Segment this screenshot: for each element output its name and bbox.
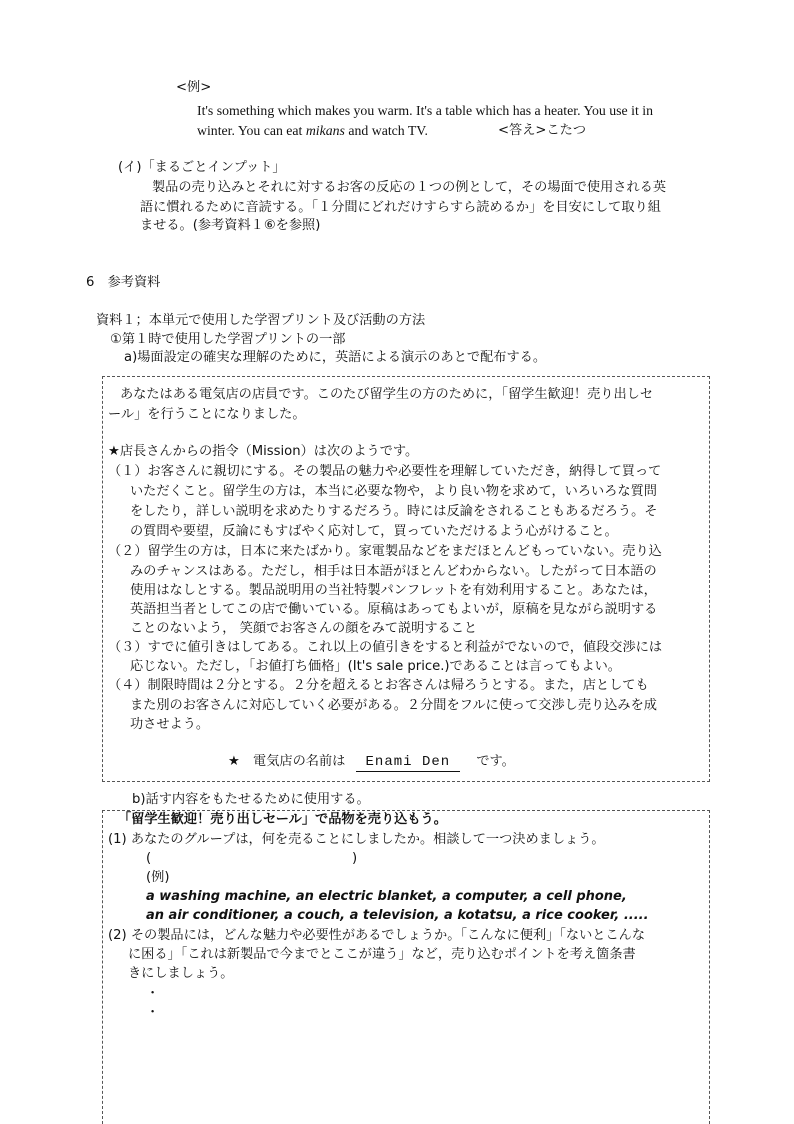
mission-3-line-1: （３）すでに値引きはしてある。これ以上の値引きをすると利益がでないので，値段交渉には <box>108 640 663 655</box>
worksheet-title: 「留学生歓迎！売り出しセール」で品物を売り込もう。 <box>118 812 447 827</box>
mission-2-line-4: 英語担当者としてこの店で働いている。原稿はあってもよいが，原稿を見ながら説明する <box>130 602 658 617</box>
mission-1-line-1: （１）お客さんに親切にする。その製品の魅力や必要性を理解していただき，納得して買って <box>108 464 662 479</box>
section-i-line-1: 製品の売り込みとそれに対するお客の反応の１つの例として，その場面で使用される英 <box>152 180 667 195</box>
shop-suffix: です。 <box>476 754 515 769</box>
answer-blank-close: ) <box>352 851 358 866</box>
example-products-line-1: a washing machine, an electric blanket, a computer, a cell phone, <box>146 889 627 904</box>
mission-4-line-1: （４）制限時間は２分とする。２分を超えるとお客さんは帰ろうとする。また，店としても <box>108 678 649 693</box>
question-1: (1) あなたのグループは，何を売ることにしましたか。相談して一つ決めましょう。 <box>108 832 605 847</box>
shop-name-line <box>228 752 515 772</box>
mission-4-line-3: 功させよう。 <box>130 717 210 732</box>
mission-1-line-2: いただくこと。留学生の方は，本当に必要な物や，より良い物を求めて，いろいろな質問 <box>130 484 657 499</box>
section-i-line-3: ませる。(参考資料１⑥を参照) <box>140 218 321 233</box>
example-products-a: an air conditioner, a couch, a television, a <box>146 908 458 923</box>
bullet-1: ・ <box>146 986 160 1001</box>
question-2-line-2: に困る」「これは新製品で今までとここが違う」など，売り込むポイントを考え箇条書 <box>128 947 636 962</box>
sub-1-heading: ①第１時で使用した学習プリントの一部 <box>110 332 346 347</box>
example-line-2 <box>197 121 428 141</box>
question-2-line-3: きにしましょう。 <box>128 966 234 981</box>
example-line-1: It's something which makes you warm. It's a table which has a heater. You use it in <box>197 103 653 118</box>
box1-intro-2: ール」を行うことになりました。 <box>108 407 306 422</box>
example-products-kotatsu: kotatsu <box>457 908 513 923</box>
example-line-2-b: and watch TV. <box>344 123 428 138</box>
box1-intro-1: あなたはある電気店の店員です。このたび留学生の方のために，「留学生歓迎！売り出しセ <box>120 387 654 402</box>
example-line-2-a: winter. You can eat <box>197 123 306 138</box>
example-answer: <答え>こたつ <box>498 123 587 138</box>
sub-1a-heading: a)場面設定の確実な理解のために，英語による演示のあとで配布する。 <box>124 350 547 365</box>
section-6-heading: 6 参考資料 <box>86 275 161 290</box>
example-mikans: mikans <box>305 123 345 138</box>
shiryo-1-heading: 資料１；本単元で使用した学習プリント及び活動の方法 <box>96 313 426 328</box>
bullet-2: ・ <box>146 1005 160 1020</box>
example-products-b: , a rice cooker, ..... <box>512 908 649 923</box>
shop-prefix: ★ 電気店の名前は <box>228 754 346 769</box>
sub-1b-heading: b)話す内容をもたせるために使用する。 <box>132 792 370 807</box>
example-products-line-2 <box>146 906 649 926</box>
mission-2-line-5: ことのないよう， 笑顔でお客さんの顔をみて説明すること <box>130 621 478 636</box>
mission-3-line-2: 応じない。ただし，「お値打ち価格」(It's sale price.)であることは言ってもよい。 <box>130 659 621 674</box>
mission-1-line-3: をしたり，詳しい説明を求めたりするだろう。時には反論をされることもあるだろう。そ <box>130 504 658 519</box>
mission-2-line-2: みのチャンスはある。ただし，相手は日本語がほとんどわからない。したがって日本語の <box>130 564 657 579</box>
mission-heading: ★店長さんからの指令（Mission）は次のようです。 <box>108 444 419 459</box>
mission-2-line-3: 使用はなしとする。製品説明用の当社特製パンフレットを有効利用すること。あなたは， <box>130 583 657 598</box>
mission-1-line-4: の質問や要望，反論にもすばやく応対して，買っていただけるよう心がけること。 <box>130 524 618 539</box>
mission-2-line-1: （２）留学生の方は，日本に来たばかり。家電製品などをまだほとんどもっていない。売り込 <box>108 544 662 559</box>
shop-name: Enami Den <box>356 754 461 772</box>
answer-blank-open: ( <box>146 851 152 866</box>
question-2-line-1: (2) その製品には，どんな魅力や必要性があるでしょうか。「こんなに便利」「ないとこんな <box>108 928 646 943</box>
example-heading: <例> <box>176 80 212 95</box>
section-i-heading: (イ)「まるごとインプット」 <box>118 160 286 175</box>
section-i-line-2: 語に慣れるために音読する。「１分間にどれだけすらすら読めるか」を目安にして取り組 <box>140 200 661 215</box>
example-label: (例) <box>146 870 170 885</box>
mission-4-line-2: また別のお客さんに対応していく必要がある。２分間をフルに使って交渉し売り込みを成 <box>130 698 657 713</box>
